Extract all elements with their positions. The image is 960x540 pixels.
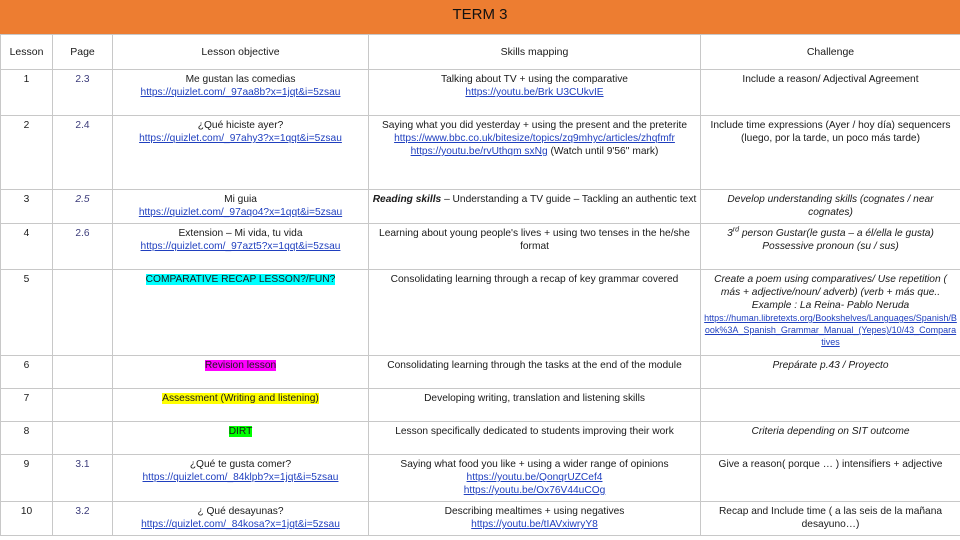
page-number: 3.2 [53,502,113,536]
objective-cell [113,502,369,536]
page-number: 2.3 [53,70,113,116]
table-row [1,190,960,224]
lesson-number: 6 [1,356,53,389]
page-number: 2.6 [53,224,113,270]
table-row [1,389,960,422]
challenge-text: Create a poem using comparatives/ Use repetition ( más + adjective/noun/ adverb) (verb + más que.. Example : La Reina- Pablo Neruda [714,274,947,311]
skills-text: Talking about TV + using the comparative [441,74,628,85]
skills-cell: Consolidating learning through the tasks at the end of the module [369,356,701,389]
quizlet-link[interactable]: https://quizlet.com/_97aa8b?x=1jqt&i=5zsau [140,87,341,98]
ordinal-suffix: rd [732,226,740,234]
challenge-cell: Criteria depending on SIT outcome [701,422,960,455]
quizlet-link[interactable]: https://quizlet.com/_84klpb?x=1jqt&i=5zsau [142,472,339,483]
objective-text: Mi guia [224,194,257,205]
objective-text: Revision lesson [204,360,277,371]
libretexts-link[interactable]: https://human.libretexts.org/Bookshelves/Languages/Spanish/Book%3A_Spanish_Grammar_Manual_(Yepes)/10/43_Comparatives [704,313,957,347]
youtube-link[interactable]: https://youtu.be/Brk U3CUkvIE [465,87,604,98]
skills-cell: Developing writing, translation and listening skills [369,389,701,422]
challenge-cell: Include time expressions (Ayer / hoy día) sequencers (luego, por la tarde, un poco más tarde) [701,116,960,190]
youtube-link[interactable]: https://youtu.be/Ox76V44uCOg [463,485,606,496]
objective-text: Me gustan las comedias [185,74,296,85]
objective-cell [113,455,369,502]
table-row [1,422,960,455]
objective-cell [113,116,369,190]
bbc-bitesize-link[interactable]: https://www.bbc.co.uk/bitesize/topics/zq9mhyc/articles/zhqfmfr [394,133,675,144]
quizlet-link[interactable]: https://quizlet.com/_84kosa?x=1jqt&i=5zsau [141,519,340,530]
objective-cell [113,270,369,356]
objective-text: Extension – Mi vida, tu vida [178,228,303,239]
table-row [1,224,960,270]
objective-text: ¿ Qué desayunas? [197,506,284,517]
skills-cell [369,190,701,224]
ordinal-number: 3 [727,228,733,239]
skills-cell: Lesson specifically dedicated to students improving their work [369,422,701,455]
objective-cell [113,356,369,389]
col-header-page: Page [53,35,113,70]
lesson-number: 7 [1,389,53,422]
col-header-skills: Skills mapping [369,35,701,70]
objective-cell [113,190,369,224]
skills-cell: Consolidating learning through a recap of key grammar covered [369,270,701,356]
quizlet-link[interactable]: https://quizlet.com/_97azt5?x=1qqt&i=5zsau [140,241,341,252]
challenge-text: person Gustar(le gusta – a él/ella le gusta) Possessive pronoun (su / sus) [741,228,934,252]
challenge-cell: Develop understanding skills (cognates / near cognates) [701,190,960,224]
col-header-challenge: Challenge [701,35,960,70]
challenge-cell: Include a reason/ Adjectival Agreement [701,70,960,116]
page-number: 2.4 [53,116,113,190]
challenge-cell: Prepárate p.43 / Proyecto [701,356,960,389]
skills-text: Saying what you did yesterday + using the present and the preterite [382,120,687,131]
page-number [53,356,113,389]
col-header-lesson: Lesson [1,35,53,70]
objective-text: ¿Qué te gusta comer? [189,459,292,470]
skills-text: Describing mealtimes + using negatives [444,506,625,517]
table-row [1,356,960,389]
skills-cell [369,70,701,116]
skills-cell [369,455,701,502]
table-row [1,502,960,536]
objective-cell [113,389,369,422]
skills-cell [369,502,701,536]
term-plan-table [0,34,960,536]
page-number: 2.5 [53,190,113,224]
table-row [1,270,960,356]
page-number [53,422,113,455]
lesson-number: 5 [1,270,53,356]
challenge-cell: Give a reason( porque … ) intensifiers + adjective [701,455,960,502]
lesson-number: 9 [1,455,53,502]
challenge-cell: Recap and Include time ( a las seis de la mañana desayuno…) [701,502,960,536]
objective-cell [113,422,369,455]
header-row [1,35,960,70]
col-header-objective: Lesson objective [113,35,369,70]
youtube-link[interactable]: https://youtu.be/rvUthqm sxNg [410,146,548,157]
skills-cell: Learning about young people's lives + using two tenses in the he/she format [369,224,701,270]
objective-text: Assessment (Writing and listening) [162,393,319,404]
page-number [53,389,113,422]
objective-cell [113,70,369,116]
page-number [53,270,113,356]
youtube-link[interactable]: https://youtu.be/QonqrUZCef4 [466,472,603,483]
challenge-cell [701,224,960,270]
skills-heading: Reading skills [372,194,442,205]
lesson-number: 8 [1,422,53,455]
lesson-number: 4 [1,224,53,270]
table-row [1,70,960,116]
lesson-number: 2 [1,116,53,190]
quizlet-link[interactable]: https://quizlet.com/_97ahy3?x=1qqt&i=5zsau [139,133,342,144]
table-row [1,116,960,190]
objective-text: COMPARATIVE RECAP LESSON?/FUN? [145,274,336,285]
lesson-number: 1 [1,70,53,116]
skills-text: Saying what food you like + using a wider range of opinions [400,459,669,470]
objective-cell [113,224,369,270]
challenge-cell [701,270,960,356]
objective-text: ¿Qué hiciste ayer? [197,120,284,131]
skills-text: – Understanding a TV guide – Tackling an authentic text [444,194,697,205]
lesson-number: 10 [1,502,53,536]
page-title: TERM 3 [0,0,960,34]
table-row [1,455,960,502]
challenge-cell [701,389,960,422]
quizlet-link[interactable]: https://quizlet.com/_97aqo4?x=1qqt&i=5zsau [138,207,343,218]
skills-cell [369,116,701,190]
watch-note: (Watch until 9'56'' mark) [550,146,659,157]
lesson-number: 3 [1,190,53,224]
objective-text: DIRT [228,426,253,437]
youtube-link[interactable]: https://youtu.be/tIAVxiwryY8 [471,519,598,530]
page-number: 3.1 [53,455,113,502]
